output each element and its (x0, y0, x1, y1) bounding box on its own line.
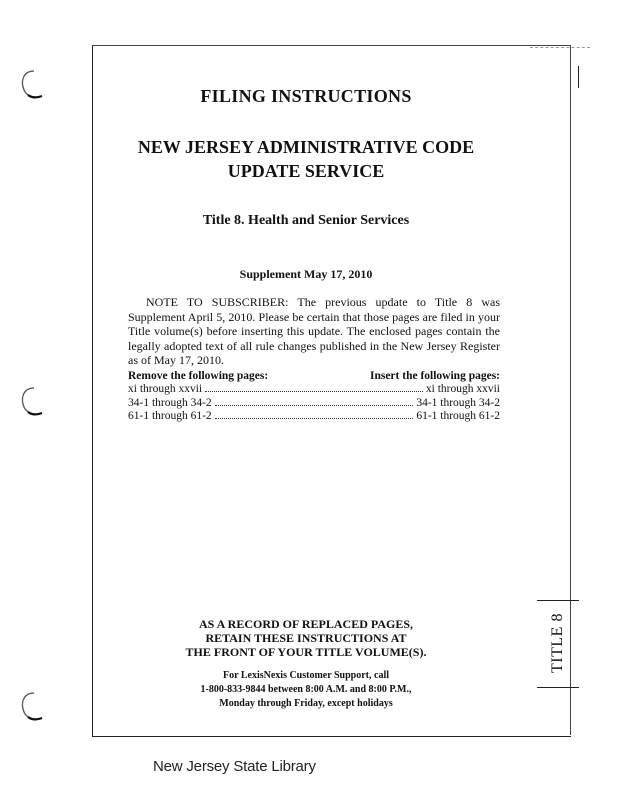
retain-line-1: AS A RECORD OF REPLACED PAGES, (198, 617, 414, 631)
page-table (128, 383, 500, 424)
remove-pages-cell: xi through xxvii (128, 383, 203, 395)
insert-pages-cell: xi through xxvii (425, 383, 500, 395)
binder-hole-icon (18, 68, 46, 104)
support-line-2: 1-800-833-9844 between 8:00 A.M. and 8:00 P.M., (200, 684, 412, 695)
retain-line-3: THE FRONT OF YOUR TITLE VOLUME(S). (185, 645, 427, 659)
supplement-date: Supplement May 17, 2010 (239, 267, 373, 281)
table-row (128, 410, 500, 424)
code-title-line2: UPDATE SERVICE (227, 161, 385, 181)
insert-pages-header: Insert the following pages: (369, 370, 500, 382)
table-row (128, 397, 500, 411)
retain-line-2: RETAIN THESE INSTRUCTIONS AT (205, 631, 407, 645)
support-line-1: For LexisNexis Customer Support, call (222, 670, 389, 681)
title-tab-label: TITLE 8 (549, 613, 566, 673)
dot-leader (205, 391, 423, 392)
remove-pages-cell: 34-1 through 34-2 (128, 396, 212, 409)
tab-tick-mark (578, 66, 579, 88)
library-stamp: New Jersey State Library (153, 758, 316, 775)
insert-pages-cell: 34-1 through 34-2 (416, 396, 500, 409)
table-row (128, 383, 500, 397)
code-title-line1: NEW JERSEY ADMINISTRATIVE CODE (137, 137, 475, 157)
note-to-subscriber: NOTE TO SUBSCRIBER: The previous update to Title 8 was Supplement April 5, 2010. Please be certain that those pages are filed in your Title volume(s) before inserting this update. The enclosed pages contain the legally adopted text of all rule changes published in the New Jersey Register as of May 17, 2010. (128, 295, 500, 368)
dot-leader (215, 405, 414, 406)
binder-hole-icon (18, 385, 46, 421)
remove-pages-cell: 61-1 through 61-2 (128, 410, 212, 422)
insert-pages-cell: 61-1 through 61-2 (416, 410, 500, 422)
tab-top-line (530, 47, 590, 49)
dot-leader (215, 418, 414, 419)
title-subject: Title 8. Health and Senior Services (202, 213, 410, 228)
remove-pages-header: Remove the following pages: (128, 370, 269, 382)
support-line-3: Monday through Friday, except holidays (219, 698, 393, 709)
document-heading: FILING INSTRUCTIONS (200, 86, 412, 106)
binder-hole-icon (18, 690, 46, 726)
